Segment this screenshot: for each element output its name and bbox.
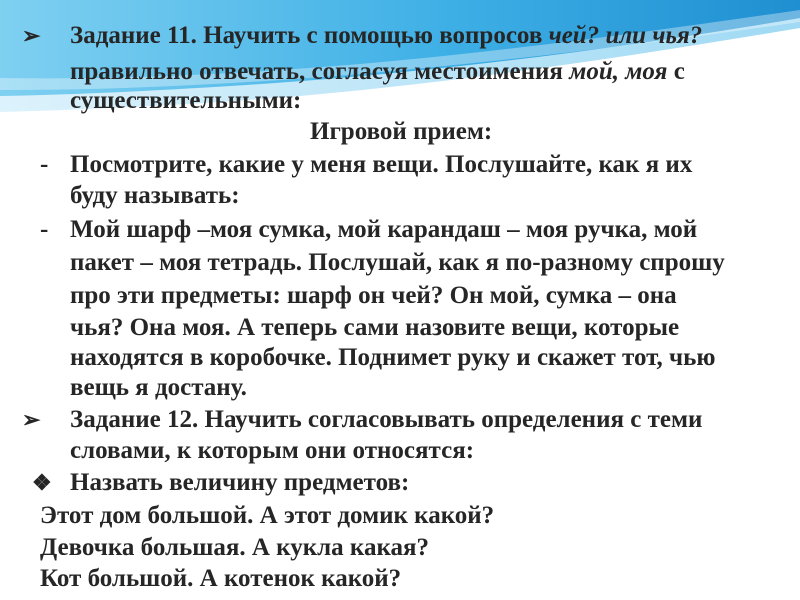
dash-bullet: - bbox=[40, 216, 49, 243]
size-task-line1: Назвать величину предметов: bbox=[70, 469, 410, 496]
item2-line6: вещь я достану. bbox=[70, 374, 247, 401]
task11-line2-b: с bbox=[667, 58, 685, 85]
task11-questions: чей? или чья? bbox=[548, 22, 703, 49]
task11-pronouns: мой, моя bbox=[569, 58, 668, 85]
example-1: Этот дом большой. А этот домик какой? bbox=[40, 502, 495, 529]
item2-line1: Мой шарф –моя сумка, мой карандаш – моя ручка, мой bbox=[70, 216, 698, 243]
item2-line2: пакет – моя тетрадь. Послушай, как я по-разному спрошу bbox=[70, 249, 725, 276]
dash-bullet: - bbox=[40, 151, 49, 178]
task12-line2: словами, к которым они относятся: bbox=[70, 437, 475, 464]
task11-line3: существительными: bbox=[70, 87, 302, 114]
example-3: Кот большой. А котенок какой? bbox=[40, 565, 402, 592]
task12-line1: Задание 12. Научить согласовывать определения с теми bbox=[70, 406, 703, 433]
task11-line2-a: правильно отвечать, согласуя местоимения bbox=[70, 58, 570, 85]
game-heading: Игровой прием: bbox=[310, 118, 493, 145]
arrow-bullet-icon: ➢ bbox=[22, 407, 41, 432]
item2-line3: про эти предметы: шарф он чей? Он мой, сумка – она bbox=[70, 282, 677, 309]
item2-line5: находятся в коробочке. Поднимет руку и скажет тот, чью bbox=[70, 344, 716, 371]
task11-prefix: Задание 11. Научить с помощью вопросов bbox=[70, 22, 549, 49]
diamond-bullet-icon: ❖ bbox=[32, 470, 52, 495]
item2-line4: чья? Она моя. А теперь сами назовите вещи, которые bbox=[70, 314, 680, 341]
item1-line1: Посмотрите, какие у меня вещи. Послушайте, как я их bbox=[70, 151, 693, 178]
task11-line2 bbox=[70, 58, 685, 86]
item1-line2: буду называть: bbox=[70, 182, 240, 209]
example-2: Девочка большая. А кукла какая? bbox=[40, 534, 429, 561]
task11-line1 bbox=[70, 22, 702, 50]
arrow-bullet-icon: ➢ bbox=[22, 23, 41, 48]
